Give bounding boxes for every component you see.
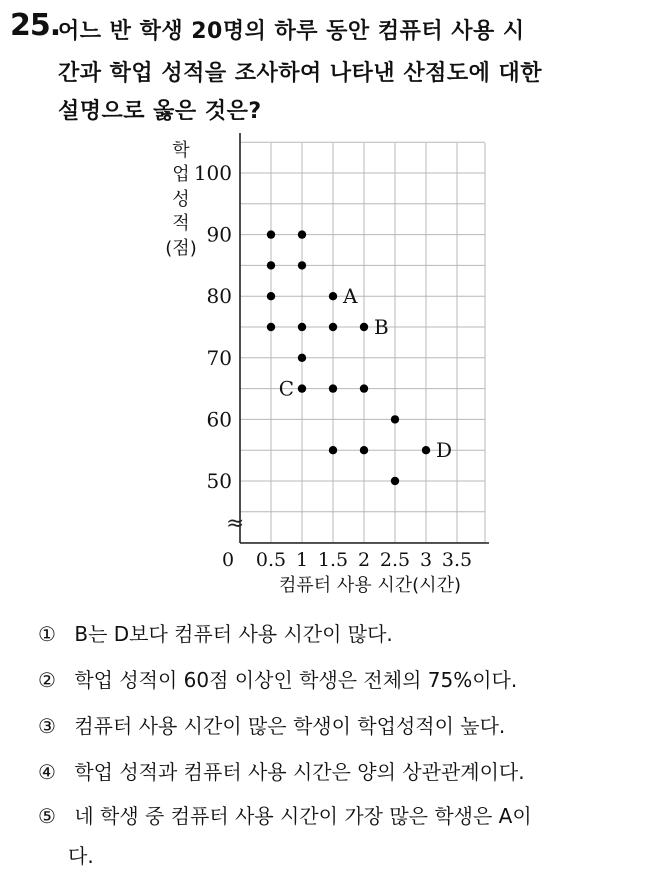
scatter-point [267, 323, 275, 331]
scatter-point [329, 323, 337, 331]
scatter-point [298, 230, 306, 238]
y-axis-label: 성 [172, 189, 190, 210]
choice-1-mark: ① [38, 622, 56, 646]
scatter-point [329, 384, 337, 392]
choice-5[interactable] [38, 800, 532, 829]
scatter-point [391, 415, 399, 423]
point-label-c: C [278, 376, 294, 401]
scatter-point [422, 446, 430, 454]
axis-break-mark: ≈ [226, 511, 245, 536]
x-tick-label: 1.5 [317, 549, 349, 571]
scatter-point [391, 477, 399, 485]
x-axis-label: 컴퓨터 사용 시간(시간) [279, 575, 461, 596]
point-label-d: D [436, 438, 453, 463]
x-tick-label: 3.5 [441, 549, 473, 571]
x-tick-label: 2.5 [379, 549, 411, 571]
choice-4-mark: ④ [38, 760, 56, 784]
y-axis-label: 업 [172, 164, 190, 185]
choice-5-text: 네 학생 중 컴퓨터 사용 시간이 가장 많은 학생은 A이 [74, 804, 532, 828]
choice-1-text: B는 D보다 컴퓨터 사용 시간이 많다. [74, 622, 393, 646]
scatter-point [298, 261, 306, 269]
choice-3-text: 컴퓨터 사용 시간이 많은 학생이 학업성적이 높다. [74, 714, 506, 738]
choice-4[interactable] [38, 756, 525, 785]
scatter-point [298, 323, 306, 331]
y-axis-label: (점) [165, 238, 197, 259]
x-tick-label: 1 [295, 549, 309, 571]
choice-3-mark: ③ [38, 714, 56, 738]
x-tick-label: 2 [357, 549, 371, 571]
question-number: 25. [10, 8, 61, 43]
x-tick-label: 3 [419, 549, 433, 571]
scatter-point [267, 292, 275, 300]
scatter-point [329, 446, 337, 454]
y-tick-label: 100 [193, 161, 232, 185]
question-line-2: 간과 학업 성적을 조사하여 나타낸 산점도에 대한 [58, 61, 542, 86]
choice-3[interactable] [38, 710, 505, 739]
x-tick-label: 0 [221, 549, 235, 571]
choice-5-continuation: 다. [68, 844, 94, 868]
y-tick-label: 80 [206, 284, 232, 309]
scatter-point [360, 446, 368, 454]
x-tick-label: 0.5 [255, 549, 287, 571]
y-tick-label: 90 [206, 222, 232, 247]
scatter-point [360, 323, 368, 331]
y-tick-label: 60 [206, 407, 232, 432]
scatter-point [298, 384, 306, 392]
y-axis-label: 적 [172, 213, 190, 234]
choice-5-mark: ⑤ [38, 804, 56, 828]
point-label-b: B [374, 315, 389, 339]
question-line-3: 설명으로 옳은 것은? [58, 99, 262, 124]
scatter-point [360, 384, 368, 392]
point-label-a: A [343, 284, 358, 309]
y-tick-label: 50 [206, 469, 232, 493]
choice-2-mark: ② [38, 668, 56, 692]
scatter-point [267, 230, 275, 238]
scatter-point [267, 261, 275, 269]
scatter-point [298, 354, 306, 362]
choice-4-text: 학업 성적과 컴퓨터 사용 시간은 양의 상관관계이다. [74, 760, 525, 784]
choice-2-text: 학업 성적이 60점 이상인 학생은 전체의 75%이다. [74, 668, 518, 692]
choice-2[interactable] [38, 664, 517, 693]
scatter-point [329, 292, 337, 300]
y-tick-label: 70 [206, 345, 232, 370]
y-axis-label: 학 [172, 140, 190, 161]
choice-1[interactable] [38, 618, 393, 647]
question-line-1: 어느 반 학생 20명의 하루 동안 컴퓨터 사용 시 [58, 19, 525, 44]
